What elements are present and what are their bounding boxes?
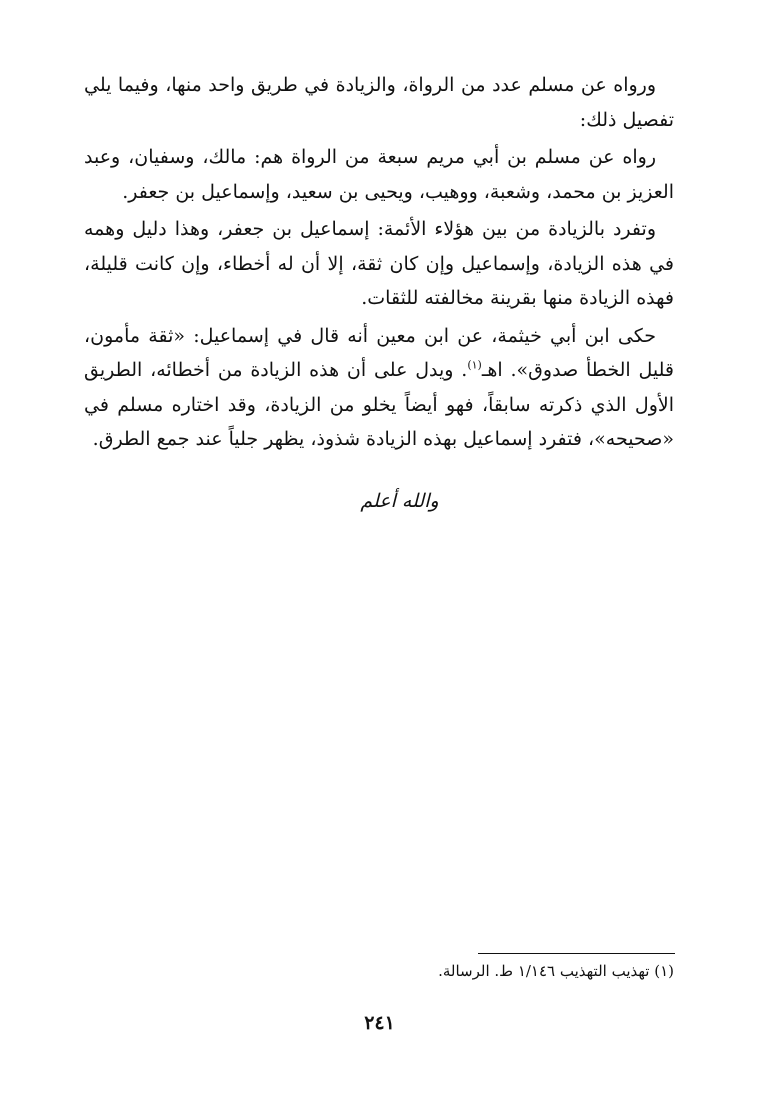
footnote: (١) تهذيب التهذيب ١/١٤٦ ط. الرسالة.	[438, 962, 674, 980]
footnote-divider	[478, 953, 675, 954]
paragraph-4-after: . ويدل على أن هذه الزيادة من أخطائه، الطريق الأول الذي ذكرته سابقاً، فهو أيضاً يخلو من الزيادة، وقد اختاره مسلم في «صحيحه»، فتفرد إسماعيل بهذه الزيادة شذوذ، يظهر جلياً عند جمع الطرق.	[84, 359, 674, 450]
paragraph-3: وتفرد بالزيادة من بين هؤلاء الأئمة: إسماعيل بن جعفر، وهذا دليل وهمه في هذه الزيادة، وإسماعيل وإن كان ثقة، إلا أن له أخطاء، وإن كانت قليلة، فهذه الزيادة منها بقرينة مخالفته للثقات.	[84, 218, 674, 309]
paragraph-4-before: حكى ابن أبي خيثمة، عن ابن معين أنه قال في إسماعيل: «ثقة مأمون، قليل الخطأ صدوق». اهـ	[84, 324, 675, 381]
paragraph-4	[84, 319, 674, 457]
page-number: ٢٤١	[364, 1012, 395, 1034]
paragraph-1: ورواه عن مسلم عدد من الرواة، والزيادة في طريق واحد منها، وفيما يلي تفصيل ذلك:	[84, 74, 674, 131]
footnote-marker: (١)	[467, 358, 482, 372]
closing-text: والله أعلم	[360, 490, 439, 512]
closing-phrase	[0, 490, 759, 512]
main-text	[84, 68, 674, 460]
paragraph-2: رواه عن مسلم بن أبي مريم سبعة من الرواة هم: مالك، وسفيان، وعبد العزيز بن محمد، وشعبة، ووهيب، ويحيى بن سعيد، وإسماعيل بن جعفر.	[84, 146, 674, 203]
